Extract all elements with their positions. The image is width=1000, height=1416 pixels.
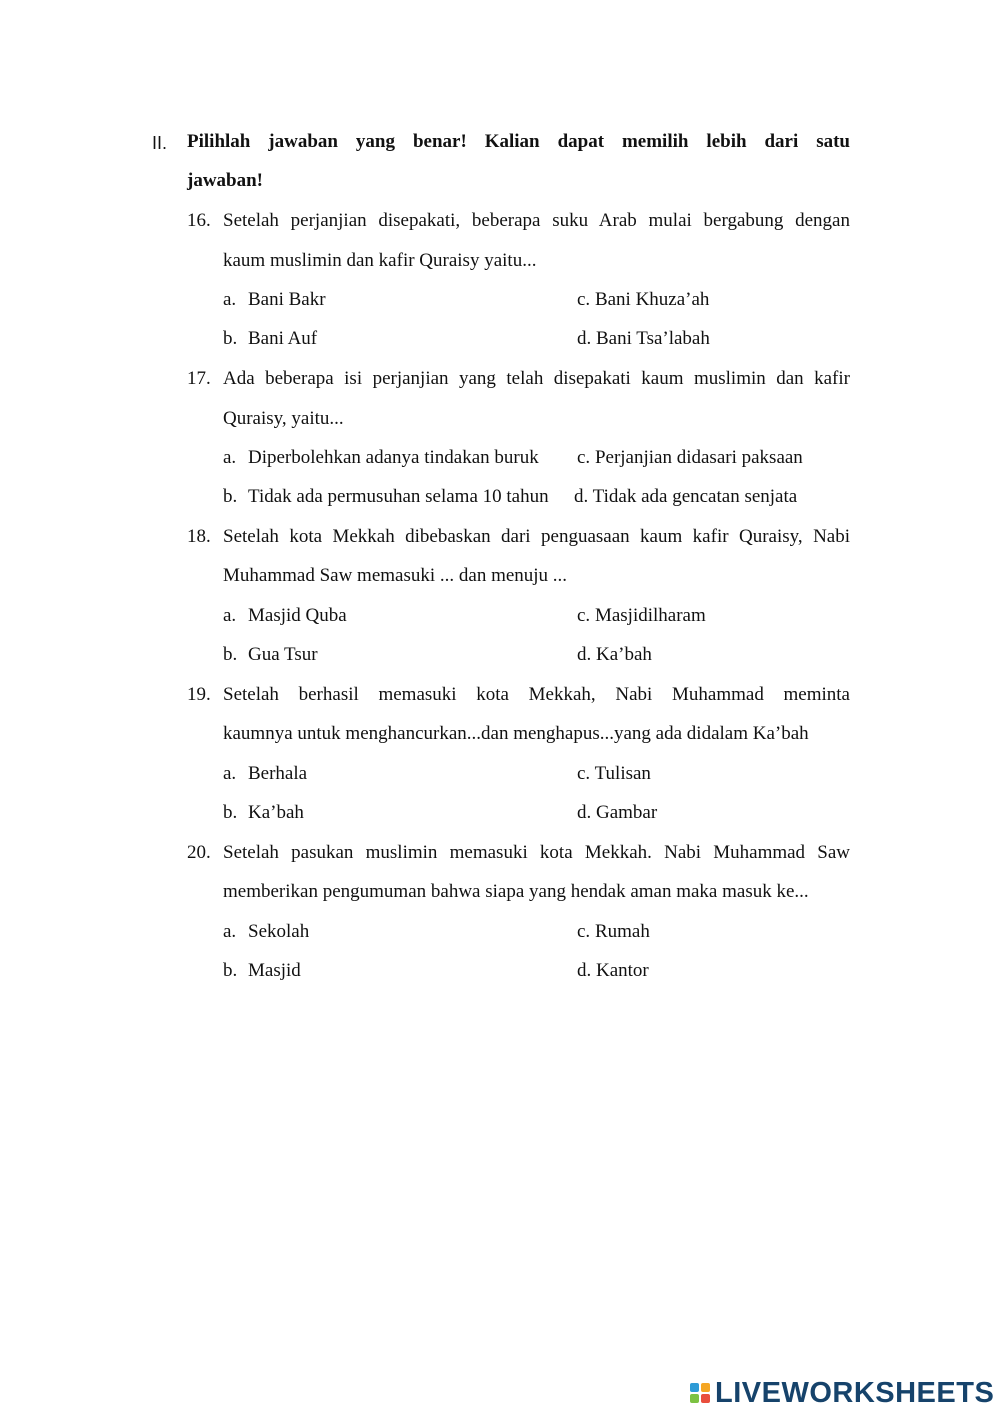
option-letter: d.: [577, 960, 592, 981]
question-16-option-a[interactable]: [223, 285, 326, 315]
question-16-text-line-2: kaum muslimin dan kafir Quraisy yaitu...: [223, 250, 537, 271]
section-number: II.: [152, 133, 168, 153]
option-letter: a.: [223, 605, 237, 626]
question-16-text-line-1: Setelah perjanjian disepakati, beberapa suku Arab mulai bergabung dengan: [223, 210, 850, 231]
option-text: Kantor: [596, 960, 649, 981]
option-letter: c.: [577, 921, 591, 942]
option-letter: c.: [577, 447, 591, 468]
option-letter: c.: [577, 289, 591, 310]
option-letter: a.: [223, 921, 237, 942]
option-letter: d.: [574, 486, 589, 507]
logo-grid-icon: [690, 1383, 710, 1403]
question-18-text-line-2: Muhammad Saw memasuki ... dan menuju ...: [223, 565, 568, 586]
option-letter: d.: [577, 328, 592, 349]
logo-square-2: [701, 1383, 710, 1392]
option-text: Tidak ada permusuhan selama 10 tahun: [248, 486, 549, 507]
option-letter: b.: [223, 486, 238, 507]
question-17-text-line-1: Ada beberapa isi perjanjian yang telah disepakati kaum muslimin dan kafir: [223, 368, 850, 389]
option-text: Perjanjian didasari paksaan: [594, 447, 803, 468]
option-text: Bani Bakr: [248, 289, 326, 310]
liveworksheets-logo[interactable]: [690, 1376, 994, 1410]
question-18-option-b[interactable]: [223, 640, 318, 670]
option-letter: b.: [223, 644, 238, 665]
question-17-option-b[interactable]: [223, 482, 549, 512]
question-19-option-c[interactable]: [577, 759, 651, 789]
option-letter: b.: [223, 960, 238, 981]
question-17-option-c[interactable]: [577, 443, 803, 473]
question-20-text-line-1: Setelah pasukan muslimin memasuki kota Mekkah. Nabi Muhammad Saw: [223, 842, 850, 863]
option-text: Masjid: [248, 960, 301, 981]
option-text: Bani Khuza’ah: [594, 289, 710, 310]
question-20-option-b[interactable]: [223, 956, 301, 986]
question-18-option-c[interactable]: [577, 601, 706, 631]
question-17-option-d[interactable]: [574, 482, 797, 512]
option-text: Tidak ada gencatan senjata: [592, 486, 798, 507]
question-19-text-line-1: Setelah berhasil memasuki kota Mekkah, Nabi Muhammad meminta: [223, 684, 850, 705]
question-18-option-d[interactable]: [577, 640, 652, 670]
question-17-option-a[interactable]: [223, 443, 539, 473]
option-text: Ka’bah: [596, 644, 652, 665]
question-17-number: 17.: [187, 368, 211, 389]
question-16-option-b[interactable]: [223, 324, 317, 354]
option-letter: d.: [577, 644, 592, 665]
question-18-number: 18.: [187, 526, 211, 547]
option-text: Bani Auf: [248, 328, 318, 349]
question-16-option-c[interactable]: [577, 285, 709, 315]
option-text: Rumah: [594, 921, 650, 942]
question-17-text-line-2: Quraisy, yaitu...: [223, 408, 344, 429]
question-19-option-b[interactable]: [223, 798, 304, 828]
question-19-number: 19.: [187, 684, 211, 705]
option-text: Masjid Quba: [248, 605, 347, 626]
option-letter: a.: [223, 447, 237, 468]
question-20-text-line-2: memberikan pengumuman bahwa siapa yang hendak aman maka masuk ke...: [223, 881, 809, 902]
option-text: Diperbolehkan adanya tindakan buruk: [248, 447, 539, 468]
option-text: Tulisan: [594, 763, 651, 784]
option-text: Gambar: [596, 802, 658, 823]
question-20-option-a[interactable]: [223, 917, 309, 947]
option-text: Gua Tsur: [248, 644, 318, 665]
question-20-option-c[interactable]: [577, 917, 650, 947]
option-letter: c.: [577, 763, 591, 784]
option-text: Masjidilharam: [594, 605, 706, 626]
question-16-option-d[interactable]: [577, 324, 710, 354]
option-text: Ka’bah: [248, 802, 304, 823]
question-19-text-line-2: kaumnya untuk menghancurkan...dan menghapus...yang ada didalam Ka’bah: [223, 723, 809, 744]
instruction-line-1: Pilihlah jawaban yang benar! Kalian dapat memilih lebih dari satu: [187, 131, 850, 152]
question-18-text-line-1: Setelah kota Mekkah dibebaskan dari penguasaan kaum kafir Quraisy, Nabi: [223, 526, 850, 547]
option-letter: c.: [577, 605, 591, 626]
question-20-number: 20.: [187, 842, 211, 863]
instruction-line-2: jawaban!: [187, 170, 264, 191]
option-letter: b.: [223, 328, 238, 349]
question-19-option-a[interactable]: [223, 759, 307, 789]
question-20-option-d[interactable]: [577, 956, 649, 986]
option-text: Berhala: [248, 763, 308, 784]
question-16-number: 16.: [187, 210, 211, 231]
question-19-option-d[interactable]: [577, 798, 657, 828]
option-letter: a.: [223, 763, 237, 784]
option-letter: a.: [223, 289, 237, 310]
option-letter: d.: [577, 802, 592, 823]
question-18-option-a[interactable]: [223, 601, 347, 631]
logo-square-4: [701, 1394, 710, 1403]
option-text: Sekolah: [248, 921, 310, 942]
logo-square-3: [690, 1394, 699, 1403]
option-letter: b.: [223, 802, 238, 823]
option-text: Bani Tsa’labah: [596, 328, 710, 349]
logo-square-1: [690, 1383, 699, 1392]
brand-name: LIVEWORKSHEETS: [715, 1377, 995, 1409]
